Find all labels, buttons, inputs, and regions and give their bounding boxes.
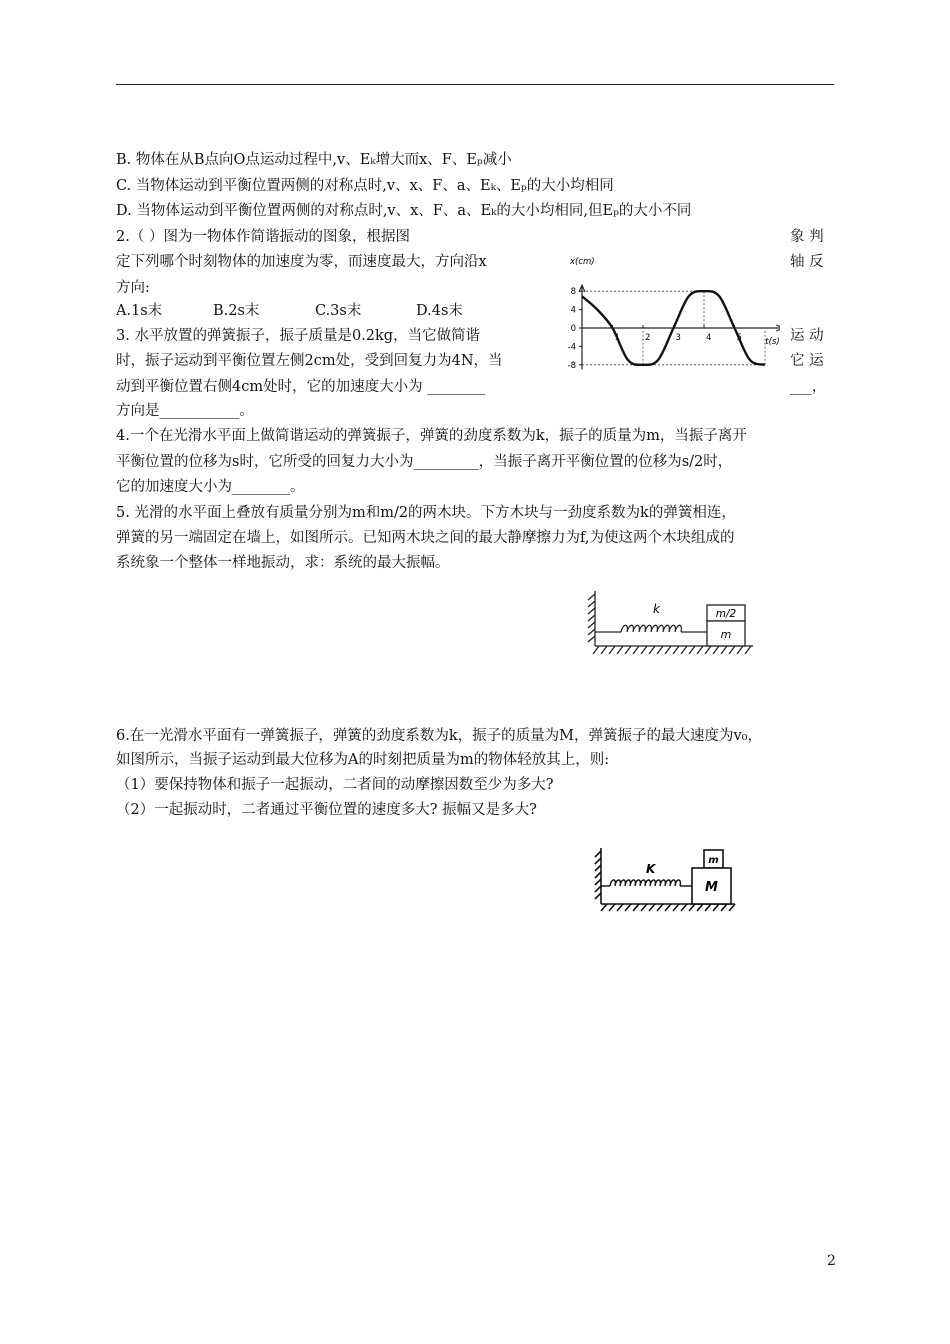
q2-option-a: A.1s末 [116,303,163,319]
q2-line3: 方向: [116,280,150,296]
top-block-label: m [708,855,719,866]
floor [593,646,753,654]
q5-line3: 系统象一个整体一样地振动，求：系统的最大振幅。 [116,555,450,571]
q1-option-b: B. 物体在从B点向O点运动过程中,v、Eₖ增大而x、F、Eₚ减小 [116,152,512,168]
q3-line3: 动到平衡位置右侧4cm处时，它的加速度大小为 ________ [116,379,486,395]
q3-line2-right: 它 运 [790,353,824,369]
spring-label: k [653,602,660,616]
y-tick-label: -8 [567,360,576,371]
q2-option-c: C.3s末 [315,303,362,319]
shm-displacement-chart [560,252,780,384]
y-tick-label: 4 [570,305,576,316]
spring [595,625,707,632]
q2-option-b: B.2s末 [213,303,260,319]
y-tick-label: -4 [567,342,576,353]
q6-line1: 6.在一光滑水平面有一弹簧振子，弹簧的劲度系数为k，振子的质量为M，弹簧振子的最大速度为v₀， [116,728,762,744]
spring [601,880,692,886]
bottom-block-label: m [720,628,732,641]
wall [595,848,601,904]
floor [601,904,735,911]
q3-line2: 时，振子运动到平衡位置左侧2cm处，受到回复力为4N，当 [116,353,503,369]
stacked-blocks-spring-figure [585,588,770,658]
spring-label: K [646,862,656,876]
wall [588,591,595,646]
q4-line1: 4.一个在光滑水平面上做简谐运动的弹簧振子，弹簧的劲度系数为k，振子的质量为m，当振子离开 [116,428,747,444]
q1-option-c: C. 当物体运动到平衡位置两侧的对称点时,v、x、F、a、Eₖ、Eₚ的大小均相同 [116,178,614,194]
q6-sub1: （1）要保持物体和振子一起振动，二者间的动摩擦因数至少为多大? [116,777,554,793]
q2-line1: 2.（ ）图为一物体作简谐振动的图象，根据图 [116,229,410,245]
x-tick-label: 5 [736,333,742,343]
x-tick-label: 2 [645,333,651,343]
q3-line3-right: ___， [790,379,827,395]
x-tick-label: 1 [614,333,620,343]
q6-sub2: （2）一起振动时，二者通过平衡位置的速度多大? 振幅又是多大? [116,802,537,818]
y-tick-label: 0 [570,324,576,334]
y-axis-label: x(cm) [570,257,595,267]
x-tick-label: 3 [675,333,681,343]
x-axis-label: t(s) [765,337,780,347]
header-rule [116,84,834,85]
q3-line1: 3. 水平放置的弹簧振子，振子质量是0.2kg，当它做简谐 [116,328,481,344]
q6-line2: 如图所示，当振子运动到最大位移为A的时刻把质量为m的物体轻放其上，则: [116,752,610,768]
q5-line2: 弹簧的另一端固定在墙上，如图所示。已知两木块之间的最大静摩擦力为f,为使这两个木块组成的 [116,530,735,546]
q2-line2-right: 轴 反 [790,254,824,270]
y-tick-label: 8 [570,287,576,298]
q3-line1-right: 运 动 [790,328,824,344]
q4-line2: 平衡位置的位移为s时，它所受的回复力大小为_________，当振子离开平衡位置的位移为s/2时， [116,454,733,470]
q5-line1: 5. 光滑的水平面上叠放有质量分别为m和m/2的两木块。下方木块与一劲度系数为k的弹簧相连， [116,505,736,521]
x-tick-label: 4 [706,333,712,343]
oscillator-with-block-figure [590,844,745,914]
top-block-label: m/2 [715,608,737,620]
page-number: 2 [827,1253,836,1269]
q4-line3: 它的加速度大小为________。 [116,479,305,495]
q2-line1-right: 象 判 [790,229,824,245]
bottom-block-label: M [705,880,718,895]
q2-option-d: D.4s末 [416,303,463,319]
q3-line4: 方向是___________。 [116,403,254,419]
q1-option-d: D. 当物体运动到平衡位置两侧的对称点时,v、x、F、a、Eₖ的大小均相同,但Eₚ的大小不同 [116,203,692,219]
q2-line2: 定下列哪个时刻物体的加速度为零，而速度最大，方向沿x [116,254,487,270]
